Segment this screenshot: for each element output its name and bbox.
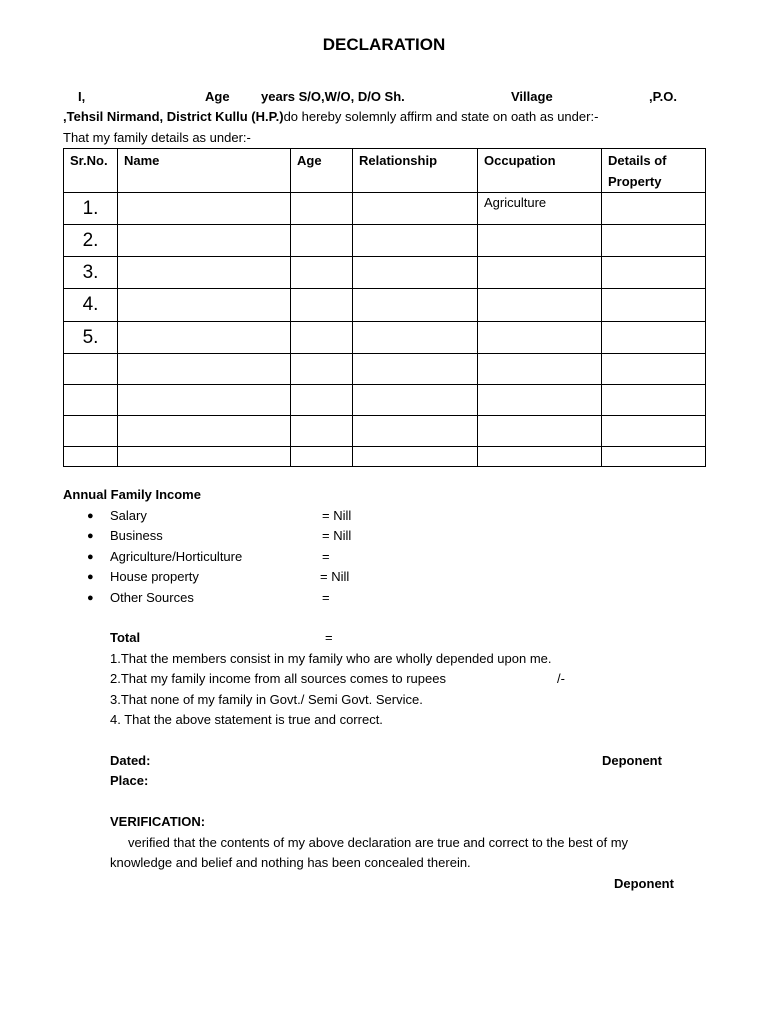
statement-3: 3.That none of my family in Govt./ Semi Govt. Service. (110, 692, 423, 707)
table-row (64, 289, 706, 322)
row-relationship-cell (353, 289, 478, 322)
intro-years-label: years S/O,W/O, D/O Sh. (261, 89, 405, 104)
intro-age-label: Age (205, 89, 230, 104)
header-age: Age (291, 149, 353, 193)
header-occupation: Occupation (478, 149, 602, 193)
row-relationship-cell (353, 257, 478, 289)
place-label: Place: (110, 773, 149, 788)
row-occupation (478, 289, 602, 322)
row-age-cell (291, 289, 353, 322)
row-age-cell (291, 257, 353, 289)
verification-line-1: verified that the contents of my above declaration are true and correct to the best of my (128, 835, 629, 850)
row-occupation (478, 225, 602, 257)
income-total-value: = (325, 630, 333, 645)
income-salary-label: Salary (110, 508, 147, 523)
table-header-row (64, 149, 706, 193)
statement-2: 2.That my family income from all sources comes to rupees (110, 671, 446, 686)
row-relationship-cell (353, 322, 478, 354)
row-property-cell (602, 257, 706, 289)
income-house-label: House property (110, 569, 199, 584)
bullet-icon: ● (87, 551, 94, 563)
bullet-icon: ● (87, 571, 94, 583)
row-name-cell (118, 289, 291, 322)
table-row (64, 257, 706, 289)
family-details-table (63, 148, 706, 467)
income-business-label: Business (110, 528, 163, 543)
table-row-empty (64, 385, 706, 416)
statement-1: 1.That the members consist in my family who are wholly depended upon me. (110, 651, 552, 666)
table-row-empty (64, 354, 706, 385)
income-heading: Annual Family Income (63, 487, 201, 502)
income-other-label: Other Sources (110, 590, 194, 605)
intro-oath: do hereby solemnly affirm and state on oath as under:- (283, 109, 599, 124)
row-srno: 2. (64, 225, 118, 257)
dated-label: Dated: (110, 753, 151, 768)
header-details-line1: Details of (608, 153, 667, 168)
row-property-cell (602, 193, 706, 225)
income-other-value: = (322, 590, 330, 605)
income-agriculture-value: = (322, 549, 330, 564)
row-property-cell (602, 322, 706, 354)
header-name: Name (118, 149, 291, 193)
header-details-property (602, 149, 706, 193)
row-name-cell (118, 193, 291, 225)
intro-oath-line (63, 109, 598, 125)
row-name-cell (118, 225, 291, 257)
income-house-value: = Nill (320, 569, 350, 584)
income-salary-value: = Nill (322, 508, 352, 523)
intro-po-label: ,P.O. (649, 89, 677, 104)
table-row (64, 322, 706, 354)
row-srno: 3. (64, 257, 118, 289)
header-srno: Sr.No. (64, 149, 118, 193)
row-age-cell (291, 225, 353, 257)
row-property-cell (602, 289, 706, 322)
intro-village-label: Village (511, 89, 553, 104)
row-occupation (478, 257, 602, 289)
row-name-cell (118, 257, 291, 289)
row-age-cell (291, 322, 353, 354)
table-row-empty (64, 416, 706, 447)
bullet-icon: ● (87, 592, 94, 604)
table-row-empty (64, 447, 706, 467)
rupees-suffix: /- (557, 671, 565, 686)
deponent-signature-label: Deponent (602, 753, 662, 768)
intro-tehsil: ,Tehsil Nirmand, District Kullu (H.P.) (63, 109, 284, 124)
verification-line-2: knowledge and belief and nothing has been concealed therein. (110, 855, 471, 870)
income-business-value: = Nill (322, 528, 352, 543)
intro-i: I, (78, 89, 86, 104)
page-title: DECLARATION (322, 35, 446, 54)
family-details-line: That my family details as under:- (63, 130, 251, 145)
table-row (64, 193, 706, 225)
row-occupation: Agriculture (478, 193, 602, 225)
row-relationship-cell (353, 193, 478, 225)
header-details-line2: Property (608, 174, 662, 189)
bullet-icon: ● (87, 530, 94, 542)
row-relationship-cell (353, 225, 478, 257)
row-srno: 5. (64, 322, 118, 354)
row-age-cell (291, 193, 353, 225)
verification-heading: VERIFICATION: (110, 814, 206, 829)
table-row (64, 225, 706, 257)
verification-deponent-label: Deponent (614, 876, 674, 891)
bullet-icon: ● (87, 510, 94, 522)
statement-4: 4. That the above statement is true and correct. (110, 712, 383, 727)
row-name-cell (118, 322, 291, 354)
header-relationship: Relationship (353, 149, 478, 193)
row-srno: 4. (64, 289, 118, 322)
income-agriculture-label: Agriculture/Horticulture (110, 549, 243, 564)
row-srno: 1. (64, 193, 118, 225)
income-total-label: Total (110, 630, 141, 645)
row-property-cell (602, 225, 706, 257)
row-occupation (478, 322, 602, 354)
